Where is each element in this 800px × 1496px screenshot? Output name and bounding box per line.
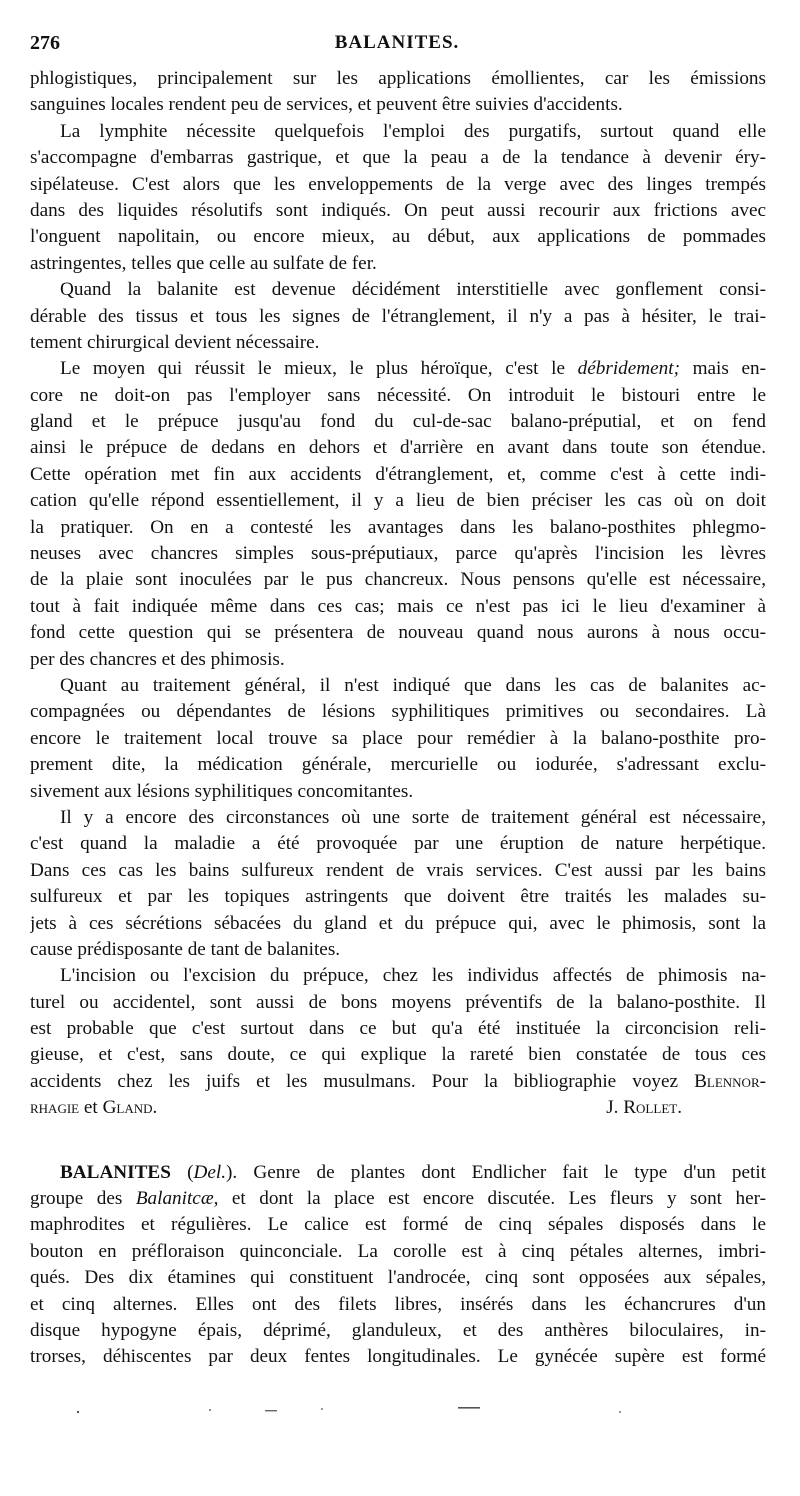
text-line: gland et le prépuce jusqu'au fond du cul-de-sac balano-préputial, et on fend — [30, 411, 766, 433]
text-line: La lymphite nécessite quelquefois l'emploi des purgatifs, surtout quand elle — [60, 120, 766, 142]
text-line: l'onguent napolitain, ou encore mieux, au début, aux applications de pommades — [30, 226, 766, 248]
page-body — [30, 66, 766, 1371]
page-number: 276 — [30, 32, 60, 54]
running-title: BALANITES. — [334, 32, 460, 53]
paragraph-traitement-general — [30, 673, 766, 805]
text-line: sivement aux lésions syphilitiques concomitantes. — [30, 780, 414, 802]
text-segment: groupe des — [30, 1188, 136, 1210]
text-line: tout à fait indiquée même dans ces cas; mais ce n'est pas ici le lieu d'examiner à — [30, 595, 766, 617]
text-line: maphrodites et régulières. Le calice est formé de cinq sépales disposés dans le — [30, 1214, 766, 1236]
text-segment: mais en- — [679, 358, 766, 380]
author-signature: J. Rollet. — [606, 1097, 682, 1119]
text-line: turel ou accidentel, sont aussi de bons moyens préventifs de la balano-posthite. Il — [30, 991, 766, 1013]
text-line: bouton en préfloraison quinconciale. La corolle est à cinq pétales alternes, imbri- — [30, 1240, 766, 1262]
text-segment: ( — [170, 1161, 194, 1183]
text-line: disque hypogyne épais, déprimé, glanduleux, et des anthères biloculaires, in- — [30, 1319, 766, 1341]
author-abbreviation: Del. — [193, 1161, 227, 1183]
text-line: Dans ces cas les bains sulfureux rendent de vrais services. C'est aussi par les bains — [30, 859, 766, 881]
text-line: et cinq alternes. Elles ont des filets libres, insérés dans les échancrures d'un — [30, 1293, 766, 1315]
section-gap — [30, 1122, 766, 1160]
paragraph-emissions — [30, 66, 766, 119]
text-line — [30, 1160, 766, 1186]
text-line: astringentes, telles que celle au sulfate de fer. — [30, 252, 377, 274]
paragraph-debridement — [30, 356, 766, 673]
text-line: Cette opération met fin aux accidents d'étranglement, et, comme c'est à cette indi- — [30, 463, 766, 485]
page-header — [30, 32, 764, 62]
text-line: Il y a encore des circonstances où une sorte de traitement général est nécessaire, — [60, 806, 766, 828]
text-line: Quant au traitement général, il n'est indiqué que dans les cas de balanites ac- — [60, 674, 766, 696]
italic-term: débridement; — [577, 358, 680, 380]
paragraph-lymphite — [30, 119, 766, 277]
text-line: trorses, déhiscentes par deux fentes longitudinales. Le gynécée supère est formé — [30, 1346, 766, 1368]
text-line: c'est quand la maladie a été provoquée par une éruption de nature herpétique. — [30, 833, 766, 855]
text-line: gieuse, et c'est, sans doute, ce qui explique la rareté bien constatée de tous ces — [30, 1044, 766, 1066]
text-line: ainsi le prépuce de dedans en dehors et d'arrière en avant dans toute son étendue. — [30, 437, 766, 459]
text-line: dérable des tissus et tous les signes de l'étranglement, il n'y a pas à hésiter, le trai- — [30, 305, 766, 327]
text-line: sulfureux et par les topiques astringents que doivent être traités les malades su- — [30, 886, 766, 908]
text-line: fond cette question qui se présentera de nouveau quand nous aurons à nous occu- — [30, 622, 766, 644]
text-line: cause prédisposante de tant de balanites. — [30, 938, 341, 960]
text-line: sipélateuse. C'est alors que les enveloppements de la verge avec des linges trempés — [30, 173, 766, 195]
text-line: est probable que c'est surtout dans ce but qu'a été instituée la circoncision reli- — [30, 1018, 766, 1040]
text-line: jets à ces sécrétions sébacées du gland et du prépuce qui, avec le phimosis, sont la — [30, 912, 766, 934]
cross-reference-line — [30, 1095, 157, 1121]
text-line — [30, 356, 766, 382]
text-line: core ne doit-on pas l'employer sans nécessité. On introduit le bistouri entre le — [30, 384, 766, 406]
text-line: s'accompagne d'embarras gastrique, et que la peau a de la tendance à devenir éry- — [30, 147, 766, 169]
text-line: cation qu'elle répond essentiellement, il y a lieu de bien préciser les cas où on doit — [30, 490, 766, 512]
entry-balanites-botanique — [30, 1160, 766, 1371]
text-segment: accidents chez les juifs et les musulmans. Pour la bibliographie voyez — [30, 1070, 695, 1092]
paragraph-incision — [30, 963, 766, 1121]
text-line: dans des liquides résolutifs sont indiqués. On peut aussi recourir aux frictions avec — [30, 199, 766, 221]
text-line: de la plaie sont inoculées par le pus chancreux. Nous pensons qu'elle est nécessaire, — [30, 569, 766, 591]
text-segment: et dont la place est encore discutée. Les fleurs y sont her- — [218, 1188, 766, 1210]
text-line — [30, 1095, 766, 1121]
paragraph-circonstances — [30, 805, 766, 963]
text-segment: Le moyen qui réussit le mieux, le plus héroïque, c'est le — [60, 358, 578, 380]
text-line: prement dite, la médication générale, mercurielle ou iodurée, s'adressant exclu- — [30, 754, 766, 776]
cross-reference: Gland. — [102, 1097, 158, 1119]
text-line — [30, 1186, 766, 1212]
text-line: la pratiquer. On en a contesté les avantages dans les balano-posthites phlegmo- — [30, 516, 766, 538]
text-line: per des chancres et des phimosis. — [30, 648, 285, 670]
text-line: compagnées ou dépendantes de lésions syphilitiques primitives ou secondaires. Là — [30, 701, 766, 723]
text-line: sanguines locales rendent peu de services, et peuvent être suivies d'accidents. — [30, 94, 623, 116]
paragraph-interstitielle — [30, 277, 766, 356]
text-segment: et — [79, 1097, 103, 1119]
cross-reference: Blennor- — [694, 1070, 766, 1092]
text-line: tement chirurgical devient nécessaire. — [30, 331, 320, 353]
text-line: encore le traitement local trouve sa place pour remédier à la balano-posthite pro- — [30, 727, 766, 749]
text-line — [30, 1069, 766, 1095]
text-segment: Genre de plantes dont Endlicher fait le type d'un petit — [237, 1161, 766, 1183]
text-line: Quand la balanite est devenue décidément interstitielle avec gonflement consi- — [60, 279, 766, 301]
text-line: neuses avec chancres simples sous-préputiaux, parce qu'après l'incision les lèvres — [30, 543, 766, 565]
print-specks — [60, 1400, 760, 1420]
entry-headword: BALANITES — [60, 1161, 171, 1183]
italic-term: Balanitcæ, — [135, 1188, 219, 1210]
text-line: phlogistiques, principalement sur les applications émollientes, car les émissions — [30, 68, 766, 89]
text-line: qués. Des dix étamines qui constituent l'androcée, cinq sont opposées aux sépales, — [30, 1267, 766, 1289]
cross-reference: rhagie — [30, 1097, 80, 1119]
text-line: L'incision ou l'excision du prépuce, chez les individus affectés de phimosis na- — [60, 965, 766, 987]
text-segment: ). — [226, 1161, 238, 1183]
